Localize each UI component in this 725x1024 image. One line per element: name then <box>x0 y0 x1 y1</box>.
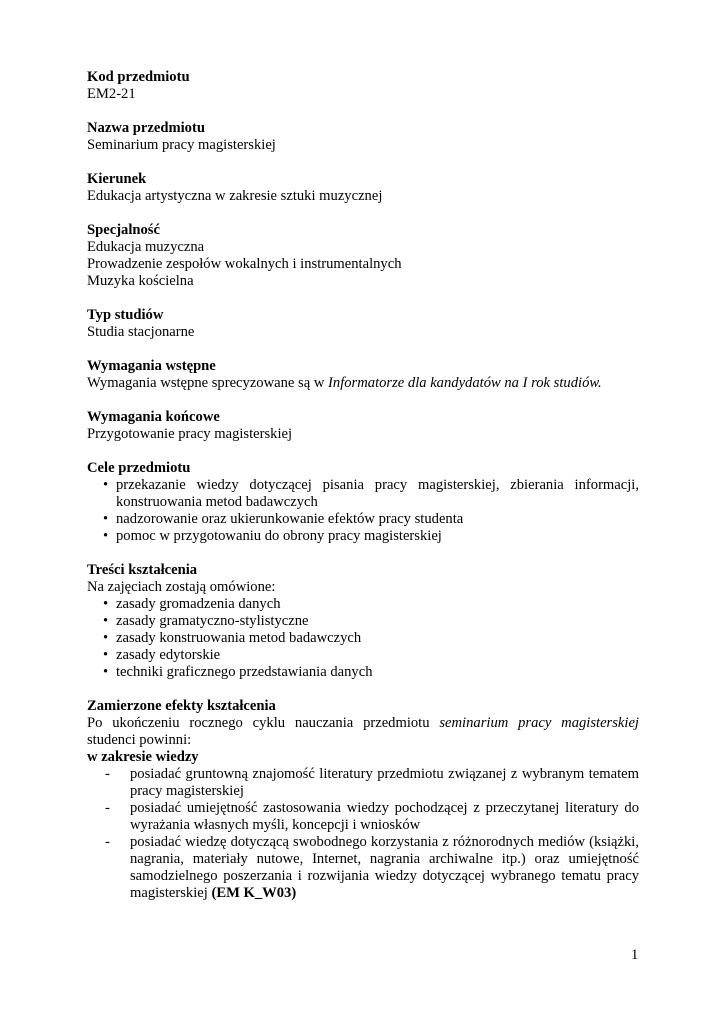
goals-heading: Cele przedmiotu <box>87 460 191 476</box>
course-name-section <box>87 120 639 154</box>
outcomes-intro-continued: studenci powinni: <box>87 732 192 748</box>
final-requirements-value: Przygotowanie pracy magisterskiej <box>87 426 293 442</box>
contents-section <box>87 562 639 681</box>
page-number: 1 <box>631 947 639 963</box>
course-name-heading: Nazwa przedmiotu <box>87 120 205 136</box>
specialty-item: Edukacja muzyczna <box>87 239 205 255</box>
knowledge-list <box>87 766 639 902</box>
specialty-item: Muzyka kościelna <box>87 273 194 289</box>
knowledge-item <box>105 834 639 902</box>
goals-section <box>87 460 639 545</box>
specialty-heading: Specjalność <box>87 222 160 238</box>
outcomes-intro <box>87 715 639 732</box>
field-value: Edukacja artystyczna w zakresie sztuki muzycznej <box>87 188 383 204</box>
course-code-heading: Kod przedmiotu <box>87 69 190 85</box>
knowledge-item-text: posiadać wiedzę dotyczącą swobodnego korzystania z różnorodnych mediów (książki, nagrania, materiały nutowe, Internet, nagrania archiwalne itp.) oraz umiejętność samodzielnego poszerzania i rozwijania wiedzy dotyczącej wybranego tematu pracy magisterskiej <box>130 834 639 901</box>
contents-list <box>87 596 639 681</box>
prerequisites-text <box>87 375 639 392</box>
final-requirements-section <box>87 409 639 443</box>
course-name-value: Seminarium pracy magisterskiej <box>87 137 276 153</box>
knowledge-item: - posiadać gruntowną znajomość literatury przedmiotu związanej z wybranym tematem pracy magisterskiej <box>105 766 639 800</box>
contents-item: • techniki graficznego przedstawiania danych <box>103 664 639 681</box>
contents-item: • zasady gramatyczno-stylistyczne <box>103 613 639 630</box>
outcomes-intro-italic: seminarium pracy magisterskiej <box>439 715 639 731</box>
knowledge-reference-code: (EM K_W03) <box>211 885 297 901</box>
contents-item: • zasady gromadzenia danych <box>103 596 639 613</box>
knowledge-item: - posiadać umiejętność zastosowania wiedzy pochodzącej z przeczytanej literatury do wyrażania własnych myśli, koncepcji i wniosków <box>105 800 639 834</box>
outcomes-section <box>87 698 639 902</box>
goals-item: • pomoc w przygotowaniu do obrony pracy magisterskiej <box>103 528 639 545</box>
outcomes-heading: Zamierzone efekty kształcenia <box>87 698 276 714</box>
goals-item: • przekazanie wiedzy dotyczącej pisania pracy magisterskiej, zbierania informacji, konstruowania metod badawczych <box>103 477 639 511</box>
prerequisites-section <box>87 358 639 392</box>
knowledge-heading: w zakresie wiedzy <box>87 749 199 765</box>
specialty-item: Prowadzenie zespołów wokalnych i instrumentalnych <box>87 256 402 272</box>
document-content <box>87 69 639 919</box>
field-section <box>87 171 639 205</box>
contents-intro: Na zajęciach zostają omówione: <box>87 579 276 595</box>
course-code-section <box>87 69 639 103</box>
study-type-section <box>87 307 639 341</box>
contents-item: • zasady konstruowania metod badawczych <box>103 630 639 647</box>
prerequisites-text-italic: Informatorze dla kandydatów na I rok studiów. <box>328 375 602 391</box>
prerequisites-text-plain: Wymagania wstępne sprecyzowane są w <box>87 375 329 391</box>
contents-item: • zasady edytorskie <box>103 647 639 664</box>
prerequisites-heading: Wymagania wstępne <box>87 358 216 374</box>
study-type-value: Studia stacjonarne <box>87 324 195 340</box>
course-code-value: EM2-21 <box>87 86 136 102</box>
contents-heading: Treści kształcenia <box>87 562 198 578</box>
goals-item: • nadzorowanie oraz ukierunkowanie efektów pracy studenta <box>103 511 639 528</box>
specialty-section <box>87 222 639 290</box>
outcomes-intro-plain: Po ukończeniu rocznego cyklu nauczania przedmiotu <box>87 715 440 731</box>
study-type-heading: Typ studiów <box>87 307 164 323</box>
final-requirements-heading: Wymagania końcowe <box>87 409 220 425</box>
goals-list <box>87 477 639 545</box>
field-heading: Kierunek <box>87 171 147 187</box>
